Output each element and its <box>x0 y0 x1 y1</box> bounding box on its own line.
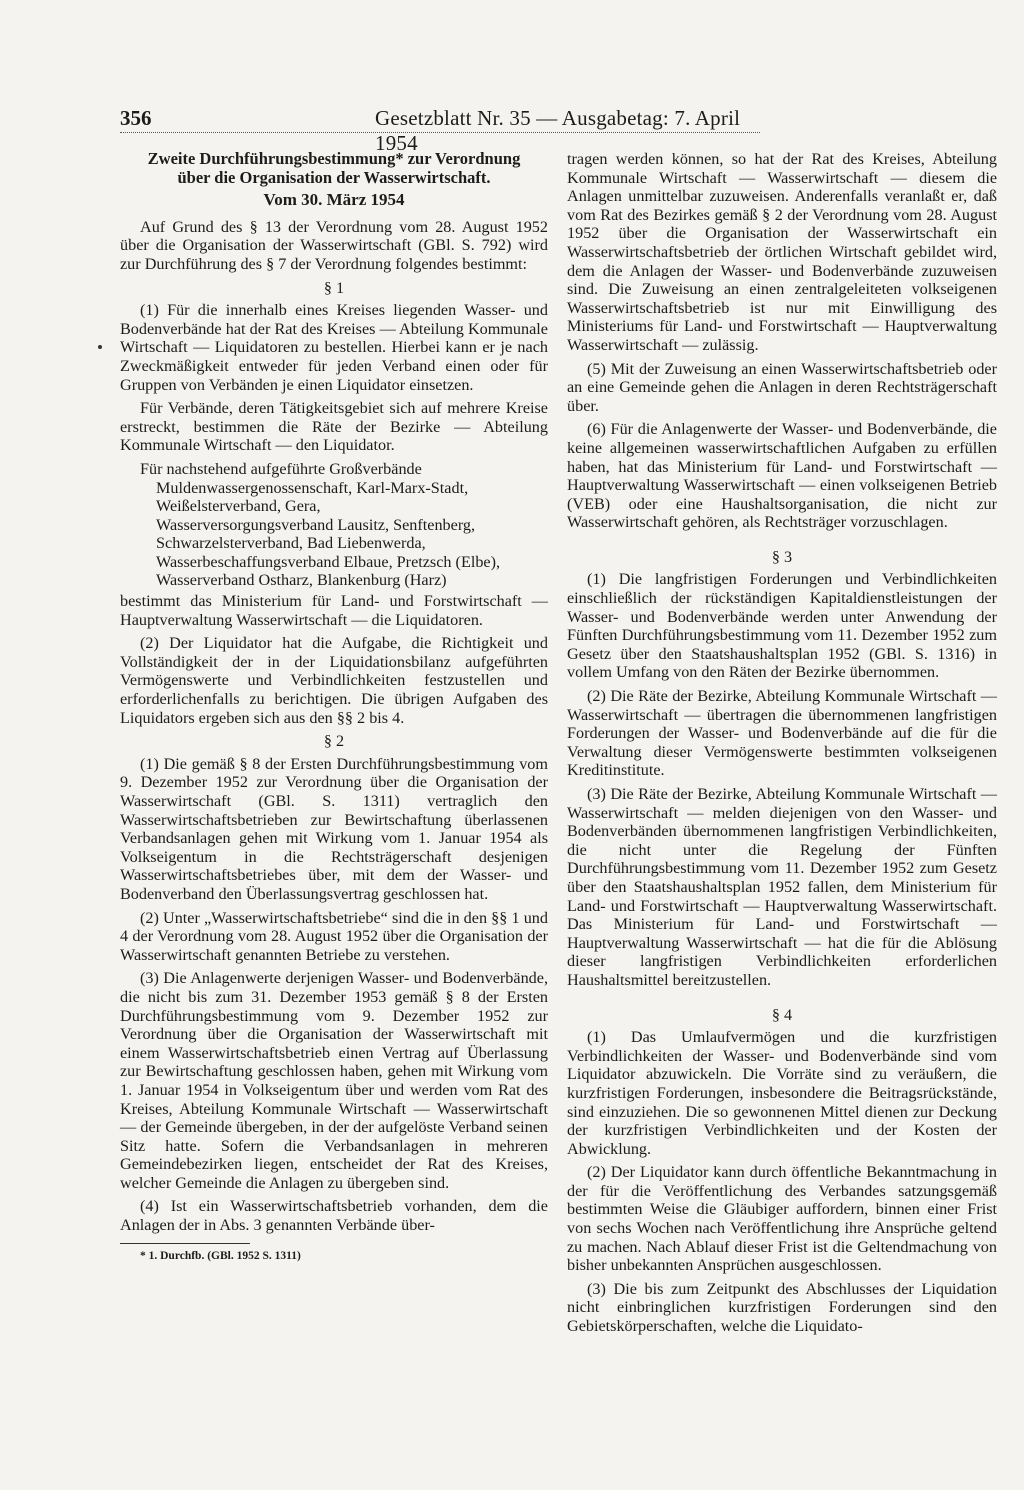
section-3-heading: § 3 <box>771 547 793 566</box>
paragraph: (3) Die Räte der Bezirke, Abteilung Kommunale Wirtschaft — Wasserwirtschaft — melden diejenigen von den Wasser- und Bodenverbänden übernommenen langfristigen Verbindlichkeiten, die nicht unter die Regelung der Fünften Durchführungsbestimmung vom 11. Dezember 1952 zum Gesetz über den Staatshaushaltsplan 1952 fallen, dem Ministerium für Land- und Forstwirtschaft — Hauptverwaltung Wasserwirtschaft. Das Ministerium für Land- und Forstwirtschaft — Hauptverwaltung Wasserwirtschaft — hat die für die Ablösung dieser langfristigen Verbindlichkeiten erforderlichen Haushaltsmittel bereitzustellen. <box>567 785 997 989</box>
list-item: Weißelsterverband, Gera, <box>156 497 321 516</box>
footnote: * 1. Durchfb. (GBl. 1952 S. 1311) <box>140 1249 301 1262</box>
verband-list <box>156 479 548 591</box>
left-column <box>120 150 548 1265</box>
paragraph: (2) Die Räte der Bezirke, Abteilung Kommunale Wirtschaft — Wasserwirtschaft — übertragen die übernommenen langfristigen Forderungen der Wasser- und Bodenverbände auf die für die Verwaltung dieser Vermögenswerte bestimmten volkseigenen Kreditinstitute. <box>567 687 997 780</box>
preamble: Auf Grund des § 13 der Verordnung vom 28. August 1952 über die Organisation der Wasserwirtschaft (GBl. S. 792) wird zur Durchführung des § 7 der Verordnung folgendes bestimmt: <box>120 217 548 273</box>
paragraph: (1) Das Umlaufvermögen und die kurzfristigen Verbindlichkeiten der Wasser- und Bodenverbände sind vom Liquidator abzuwickeln. Die Vorräte sind zu veräußern, die kurzfristigen Forderungen, insbesondere die Beitragsrückstände, sind einzuziehen. Die so gewonnenen Mittel dienen zur Deckung der kurzfristigen Verbindlichkeiten und der Kosten der Abwicklung. <box>567 1028 997 1158</box>
page-number: 356 <box>120 106 152 130</box>
paragraph: (3) Die bis zum Zeitpunkt des Abschlusses der Liquidation nicht einbringlichen kurzfristigen Forderungen sind den Gebietskörperschaften, welche die Liquidato- <box>567 1279 997 1336</box>
document-date: Vom 30. März 1954 <box>263 190 405 210</box>
paragraph: Für Verbände, deren Tätigkeitsgebiet sich auf mehrere Kreise erstreckt, bestimmen die Räte der Bezirke — Abteilung Kommunale Wirtschaft — den Liquidator. <box>120 399 548 455</box>
paragraph: tragen werden können, so hat der Rat des Kreises, Abteilung Kommunale Wirtschaft — Wasserwirtschaft — diesem die Anlagen unmittelbar zuzuweisen. Anderenfalls veranlaßt er, daß vom Rat des Bezirkes gemäß § 2 der Verordnung vom 28. August 1952 über die Organisation der Wasserwirtschaft ein Wasserwirtschaftsbetrieb der örtlichen Wirtschaft gebildet wird, dem die Anlagen der Wasser- und Bodenverbände zuzuweisen sind. Die Zuweisung an einen zentralgeleiteten volkseigenen Wasserwirtschaftsbetrieb ist nur mit Einwilligung des Ministeriums für Land- und Forstwirtschaft — Hauptverwaltung Wasserwirtschaft — zulässig. <box>567 150 997 354</box>
paragraph: (4) Ist ein Wasserwirtschaftsbetrieb vorhanden, dem die Anlagen der in Abs. 3 genannten Verbände über- <box>120 1197 548 1235</box>
section-2-heading: § 2 <box>323 732 345 751</box>
section-4-heading: § 4 <box>771 1005 793 1024</box>
paragraph: (1) Die gemäß § 8 der Ersten Durchführungsbestimmung vom 9. Dezember 1952 zur Verordnung über die Organisation der Wasserwirtschaft (GBl. S. 1311) vertraglich den Wasserwirtschaftsbetrieben zur Bewirtschaftung überlassenen Verbandsanlagen gehen mit Wirkung vom 1. Januar 1954 als Volkseigentum in die Rechtsträgerschaft desjenigen Wasserwirtschaftsbetriebes über, mit dem der Wasser- und Bodenverband den Überlassungsvertrag geschlossen hat. <box>120 754 548 903</box>
document-title: Zweite Durchführungsbestimmung* zur Verordnung über die Organisation der Wasserwirtschaft. <box>147 149 521 187</box>
footnote-rule <box>120 1243 250 1244</box>
section-1-heading: § 1 <box>323 278 345 297</box>
list-item: Wasserbeschaffungsverband Elbaue, Pretzsch (Elbe), <box>156 552 501 571</box>
running-head: Gesetzblatt Nr. 35 — Ausgabetag: 7. April 1954 <box>375 106 741 155</box>
paragraph: (6) Für die Anlagenwerte der Wasser- und Bodenverbände, die keine allgemeinen wasserwirtschaftlichen Aufgaben zu erfüllen haben, hat das Ministerium für Land- und Forstwirtschaft — Hauptverwaltung Wasserwirtschaft — einen volkseigenen Betrieb (VEB) oder eine Haushaltsorganisation, die nicht zur Wasserwirtschaft gehören, als Rechtsträger vorzuschlagen. <box>567 420 997 532</box>
list-item: Wasserverband Ostharz, Blankenburg (Harz) <box>156 571 447 590</box>
margin-mark <box>98 345 102 349</box>
paragraph: (5) Mit der Zuweisung an einen Wasserwirtschaftsbetrieb oder an eine Gemeinde gehen die Anlagen in deren Rechtsträgerschaft über. <box>567 359 997 415</box>
page-header <box>120 106 760 155</box>
paragraph: (2) Unter „Wasserwirtschaftsbetriebe“ sind die in den §§ 1 und 4 der Verordnung vom 28. August 1952 über die Organisation der Wasserwirtschaft genannten Betriebe zu verstehen. <box>120 908 548 964</box>
list-item: Wasserversorgungsverband Lausitz, Senftenberg, <box>156 515 476 534</box>
list-item: Schwarzelsterverband, Bad Liebenwerda, <box>156 534 426 553</box>
paragraph: (2) Der Liquidator hat die Aufgabe, die Richtigkeit und Vollständigkeit der in der Liquidationsbilanz aufgeführten Vermögenswerte und Verbindlichkeiten festzustellen und erforderlichenfalls zu berichtigen. Die übrigen Aufgaben des Liquidators ergeben sich aus den §§ 2 bis 4. <box>120 634 548 727</box>
paragraph: (2) Der Liquidator kann durch öffentliche Bekanntmachung in der für die Veröffentlichung des Verbandes satzungsgemäß bestimmten Weise die Gläubiger auffordern, binnen einer Frist von sechs Wochen nach Veröffentlichung ihre Ansprüche geltend zu machen. Nach Ablauf dieser Frist ist die Geltendmachung von bisher unbekannten Ansprüchen ausgeschlossen. <box>567 1163 997 1275</box>
paragraph: Für nachstehend aufgeführte Großverbände <box>140 459 422 478</box>
list-item: Muldenwassergenossenschaft, Karl-Marx-Stadt, <box>156 478 469 497</box>
paragraph: (3) Die Anlagenwerte derjenigen Wasser- und Bodenverbände, die nicht bis zum 31. Dezember 1953 gemäß § 8 der Ersten Durchführungsbestimmung vom 9. Dezember 1952 zur Verordnung über die Organisation der Wasserwirtschaft mit einem Wasserwirtschaftsbetrieb einen Vertrag auf Überlassung zur Bewirtschaftung geschlossen haben, gehen mit Wirkung vom 1. Januar 1954 in Volkseigentum über und werden vom Rat des Kreises, Abteilung Kommunale Wirtschaft — Wasserwirtschaft — der Gemeinde übergeben, in der der aufgelöste Verband seinen Sitz hatte. Sofern die Verbandsanlagen in mehreren Gemeindebezirken liegen, entscheidet der Rat des Kreises, welcher Gemeinde die Anlagen zu übergeben sind. <box>120 969 548 1192</box>
right-column <box>567 150 997 1341</box>
paragraph: (1) Die langfristigen Forderungen und Verbindlichkeiten einschließlich der rückständigen Kapitaldienstleistungen der Wasser- und Bodenverbände werden unter Anwendung der Fünften Durchführungsbestimmung vom 11. Dezember 1952 zum Gesetz über den Staatshaushaltsplan 1952 (GBl. S. 1316) in vollem Umfang von den Räten der Bezirke übernommen. <box>567 570 997 682</box>
paragraph: bestimmt das Ministerium für Land- und Forstwirtschaft — Hauptverwaltung Wasserwirtschaft — die Liquidatoren. <box>120 592 548 629</box>
paragraph: (1) Für die innerhalb eines Kreises liegenden Wasser- und Bodenverbände hat der Rat des Kreises — Abteilung Kommunale Wirtschaft — Liquidatoren zu bestellen. Hierbei kann er je nach Zweckmäßigkeit entweder für jeden Verband einen oder für Gruppen von Verbänden je einen Liquidator einsetzen. <box>120 301 548 394</box>
